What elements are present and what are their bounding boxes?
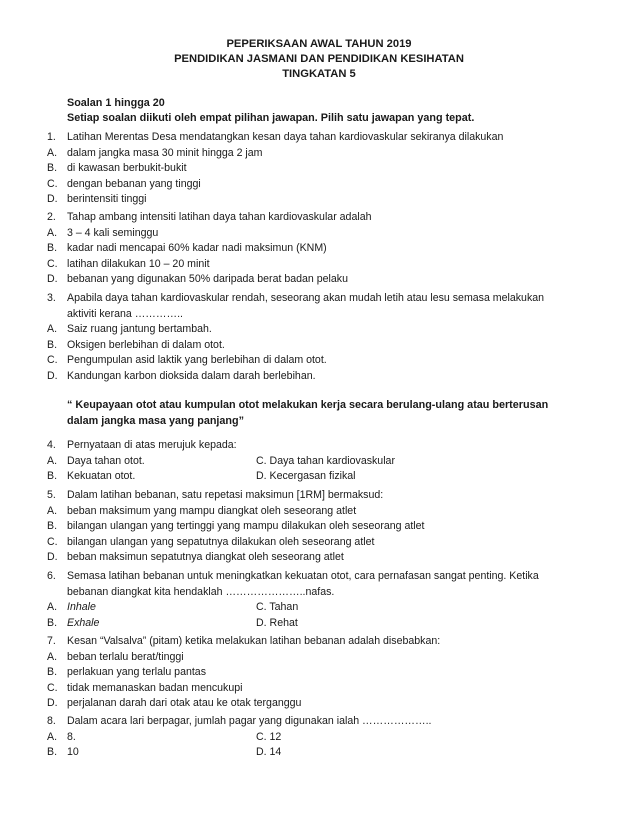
option-letter: C. <box>47 257 58 270</box>
question-text: Tahap ambang intensiti latihan daya tahan kardiovaskular adalah <box>67 211 372 223</box>
option-c: C. Daya tahan kardiovaskular <box>256 454 395 467</box>
option-letter: B. <box>47 162 58 174</box>
option-a: Inhale <box>67 601 96 613</box>
option-letter: B. <box>47 242 58 254</box>
option-letter: A. <box>47 650 58 663</box>
option-d: D. Rehat <box>256 616 298 629</box>
option-b: Oksigen berlebihan di dalam otot. <box>67 338 225 351</box>
question-text: Pernyataan di atas merujuk kepada: <box>67 439 237 451</box>
option-a: Saiz ruang jantung bertambah. <box>67 323 212 335</box>
option-a: 3 – 4 kali seminggu <box>67 226 159 239</box>
option-c: latihan dilakukan 10 – 20 minit <box>67 257 210 270</box>
option-letter: B. <box>47 338 58 351</box>
option-d: berintensiti tinggi <box>67 193 147 205</box>
option-a: beban maksimum yang mampu diangkat oleh seseorang atlet <box>67 504 357 517</box>
question-number: 4. <box>47 439 56 451</box>
option-c: C. Tahan <box>256 601 299 613</box>
question-4 <box>0 438 638 485</box>
option-letter: A. <box>47 601 58 613</box>
option-c: dengan bebanan yang tinggi <box>67 177 201 190</box>
option-a: beban terlalu berat/tinggi <box>67 650 184 663</box>
question-3 <box>0 291 638 384</box>
option-b: bilangan ulangan yang tertinggi yang mampu dilakukan oleh seseorang atlet <box>67 520 425 532</box>
option-a: 8. <box>67 730 76 743</box>
option-d: perjalanan darah dari otak atau ke otak terganggu <box>67 697 302 709</box>
question-range: Soalan 1 hingga 20 <box>67 97 165 109</box>
question-text-line-1: Semasa latihan bebanan untuk meningkatkan kekuatan otot, cara pernafasan sangat penting. Ketika <box>67 570 539 582</box>
form-level: TINGKATAN 5 <box>282 68 356 80</box>
question-number: 8. <box>47 715 56 727</box>
question-number: 1. <box>47 131 56 143</box>
option-d: D. 14 <box>256 746 282 758</box>
option-a: dalam jangka masa 30 minit hingga 2 jam <box>67 146 263 159</box>
option-letter: D. <box>47 193 58 205</box>
question-text-line-2: aktiviti kerana ………….. <box>67 307 183 320</box>
question-text: Dalam latihan bebanan, satu repetasi maksimun [1RM] bermaksud: <box>67 489 384 501</box>
option-d: bebanan yang digunakan 50% daripada berat badan pelaku <box>67 273 348 285</box>
option-letter: C. <box>47 177 58 190</box>
subject-title: PENDIDIKAN JASMANI DAN PENDIDIKAN KESIHATAN <box>174 53 464 65</box>
option-letter: A. <box>47 730 58 743</box>
option-b: Exhale <box>67 616 100 629</box>
question-number: 2. <box>47 211 56 223</box>
quote-line-2: dalam jangka masa yang panjang” <box>67 414 245 427</box>
question-8 <box>0 714 638 761</box>
question-text: Kesan “Valsalva” (pitam) ketika melakukan latihan bebanan adalah disebabkan: <box>67 635 441 647</box>
question-7 <box>0 634 638 712</box>
option-letter: A. <box>47 454 58 467</box>
option-b: 10 <box>67 746 79 758</box>
option-c: Pengumpulan asid laktik yang berlebihan di dalam otot. <box>67 354 327 366</box>
option-letter: B. <box>47 746 58 758</box>
question-number: 5. <box>47 489 56 501</box>
option-letter: B. <box>47 520 58 532</box>
option-letter: C. <box>47 535 58 548</box>
option-letter: B. <box>47 470 58 482</box>
question-number: 3. <box>47 292 56 304</box>
option-d: Kandungan karbon dioksida dalam darah berlebihan. <box>67 369 316 382</box>
option-letter: B. <box>47 666 58 678</box>
option-letter: D. <box>47 273 58 285</box>
option-a: Daya tahan otot. <box>67 454 145 467</box>
option-letter: C. <box>47 681 58 694</box>
question-2 <box>0 210 638 288</box>
option-letter: A. <box>47 226 58 239</box>
question-5 <box>0 488 638 566</box>
exam-title: PEPERIKSAAN AWAL TAHUN 2019 <box>226 38 412 50</box>
option-c: C. 12 <box>256 730 282 743</box>
question-number: 6. <box>47 570 56 582</box>
exam-header <box>0 37 638 82</box>
quoted-statement <box>67 398 615 429</box>
option-letter: A. <box>47 146 58 159</box>
question-text-line-2: bebanan diangkat kita hendaklah …………………..nafas. <box>67 585 335 598</box>
option-letter: C. <box>47 354 58 366</box>
option-letter: D. <box>47 551 58 563</box>
option-c: tidak memanaskan badan mencukupi <box>67 681 243 694</box>
option-b: perlakuan yang terlalu pantas <box>67 666 206 678</box>
option-b: kadar nadi mencapai 60% kadar nadi maksimun (KNM) <box>67 242 327 254</box>
question-number: 7. <box>47 635 56 647</box>
question-text-line-1: Apabila daya tahan kardiovaskular rendah, seseorang akan mudah letih atau lesu semasa melakukan <box>67 292 545 304</box>
option-d: D. Kecergasan fizikal <box>256 470 356 482</box>
option-letter: D. <box>47 697 58 709</box>
option-c: bilangan ulangan yang sepatutnya dilakukan oleh seseorang atlet <box>67 535 375 548</box>
option-letter: A. <box>47 323 58 335</box>
option-letter: B. <box>47 616 58 629</box>
instructions <box>67 96 607 126</box>
quote-line-1: “ Keupayaan otot atau kumpulan otot melakukan kerja secara berulang-ulang atau berterusan <box>67 399 549 411</box>
option-letter: A. <box>47 504 58 517</box>
question-6 <box>0 569 638 631</box>
option-letter: D. <box>47 369 58 382</box>
instruction-text: Setiap soalan diikuti oleh empat pilihan jawapan. Pilih satu jawapan yang tepat. <box>67 112 475 124</box>
option-b: di kawasan berbukit-bukit <box>67 162 187 174</box>
question-text: Dalam acara lari berpagar, jumlah pagar yang digunakan ialah ……………….. <box>67 715 432 727</box>
option-d: beban maksimun sepatutnya diangkat oleh seseorang atlet <box>67 551 344 563</box>
question-1 <box>0 130 638 208</box>
question-text: Latihan Merentas Desa mendatangkan kesan daya tahan kardiovaskular sekiranya dilakukan <box>67 131 504 143</box>
option-b: Kekuatan otot. <box>67 470 136 482</box>
